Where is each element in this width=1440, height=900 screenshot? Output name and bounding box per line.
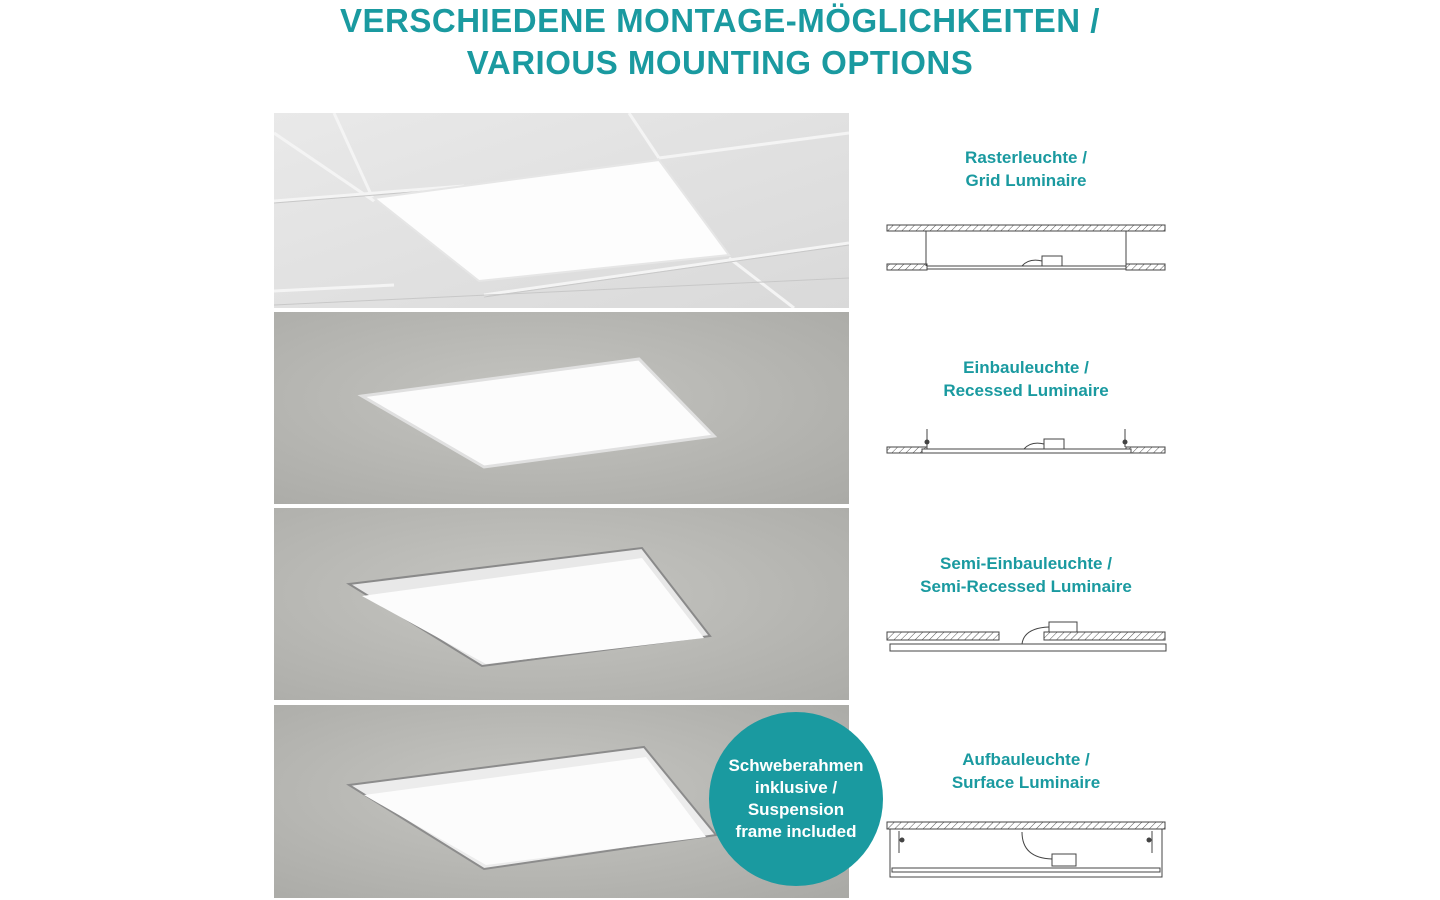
photo-grid-luminaire — [274, 113, 849, 308]
photo-semi-recessed-luminaire — [274, 508, 849, 700]
diagram-semi-recessed-luminaire — [884, 614, 1169, 661]
suspension-frame-badge: Schweberahmen inklusive / Suspension frame included — [709, 712, 883, 886]
diagram-grid-luminaire — [884, 220, 1169, 285]
label-semi-recessed-luminaire: Semi-Einbauleuchte / Semi-Recessed Luminaire — [920, 554, 1132, 596]
diagram-recessed-luminaire — [884, 425, 1169, 466]
photo-recessed-luminaire — [274, 312, 849, 504]
diagram-surface-luminaire — [884, 818, 1169, 885]
title-line-en: VARIOUS MOUNTING OPTIONS — [466, 44, 974, 81]
label-recessed-luminaire: Einbauleuchte / Recessed Luminaire — [943, 358, 1109, 400]
label-surface-luminaire: Aufbauleuchte / Surface Luminaire — [951, 750, 1101, 792]
title-line-de: VERSCHIEDENE MONTAGE-MÖGLICHKEITEN / — [340, 2, 1100, 39]
label-grid-luminaire: Rasterleuchte / Grid Luminaire — [965, 148, 1087, 190]
page-title — [0, 0, 1440, 84]
